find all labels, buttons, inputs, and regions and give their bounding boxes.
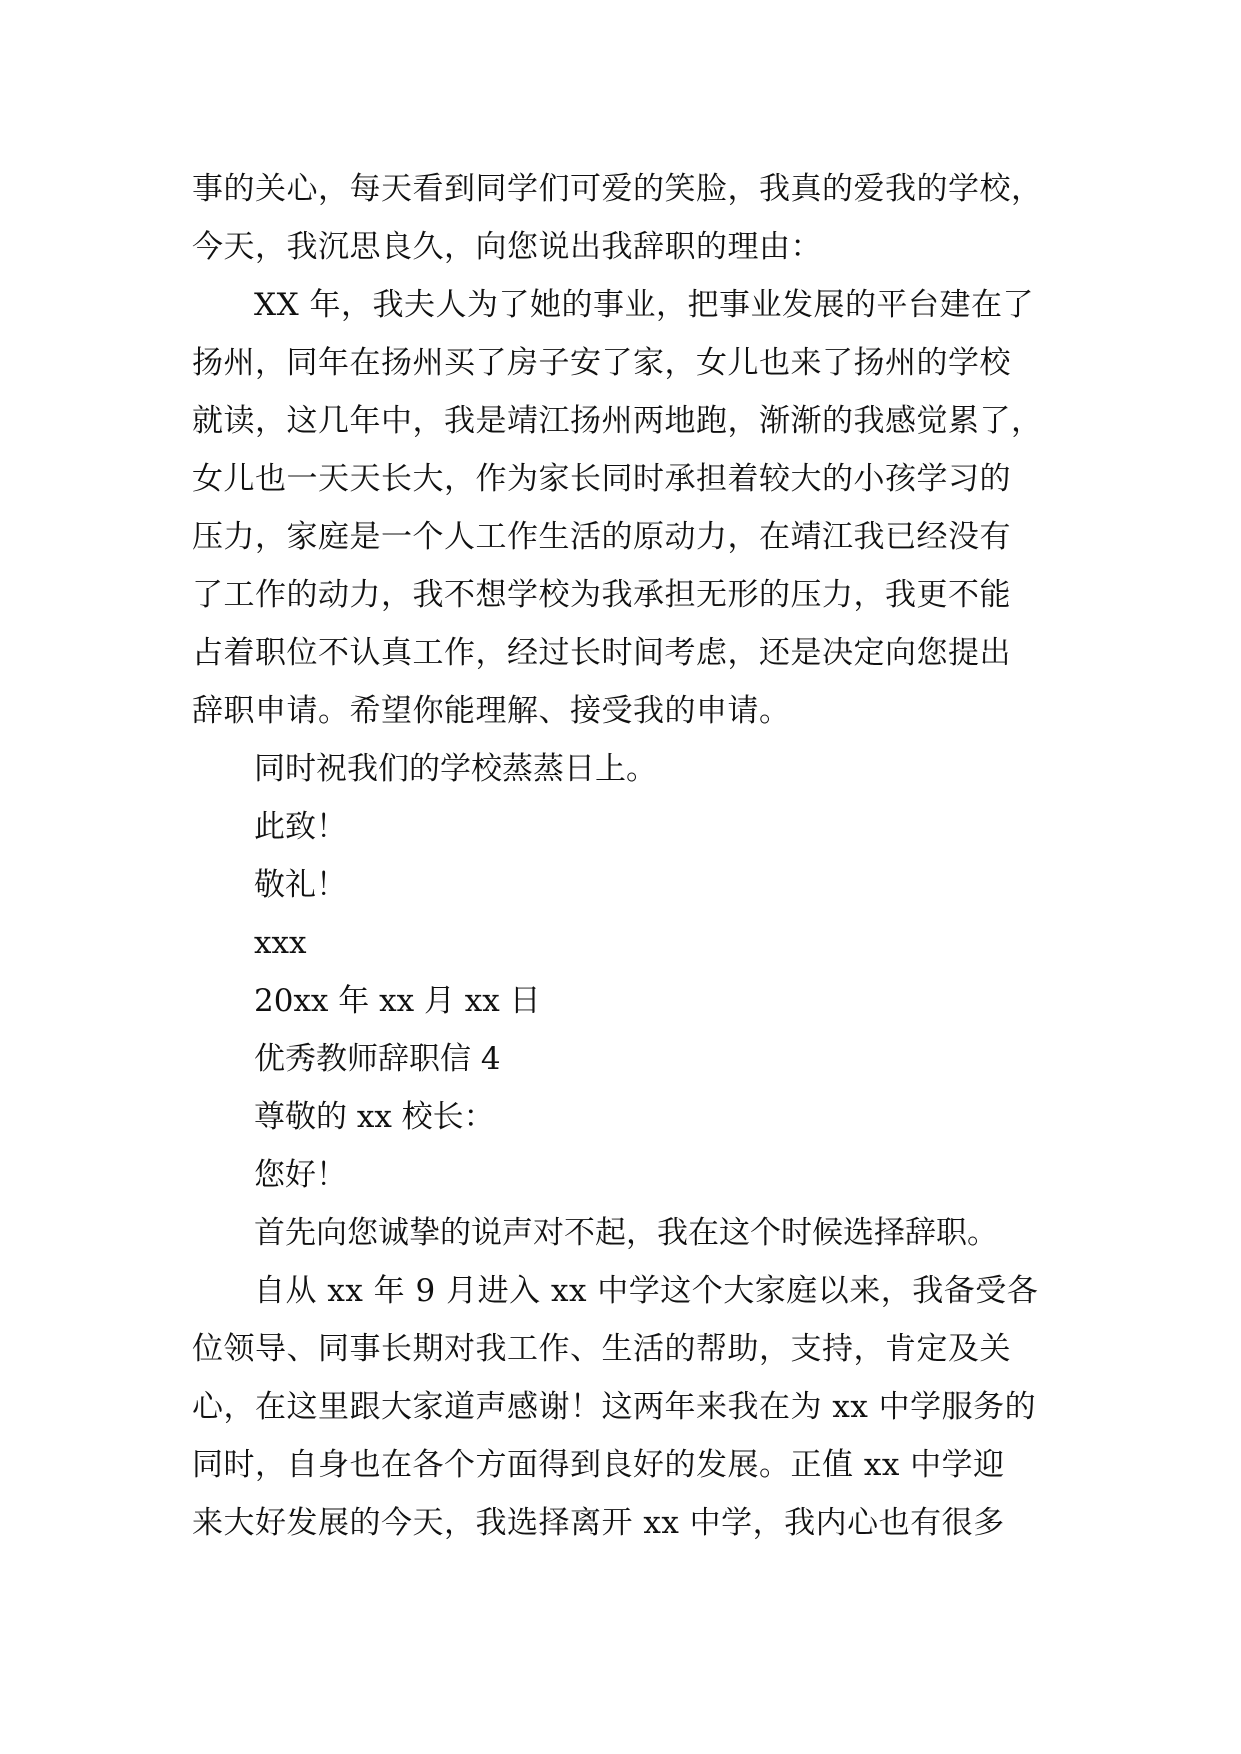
salutation: 尊敬的 xx 校长： (254, 1099, 495, 1135)
text-line: 辞职申请。希望你能理解、接受我的申请。 (192, 693, 791, 729)
opening-line: 首先向您诚挚的说声对不起，我在这个时候选择辞职。 (254, 1215, 998, 1251)
text-line: 心，在这里跟大家道声感谢！这两年来我在为 xx 中学服务的 (192, 1389, 1037, 1425)
text-line: 就读，这几年中，我是靖江扬州两地跑，渐渐的我感觉累了， (192, 403, 1043, 439)
text-line: 自从 xx 年 9 月进入 xx 中学这个大家庭以来，我备受各 (254, 1273, 1039, 1309)
text-line: 事的关心，每天看到同学们可爱的笑脸，我真的爱我的学校， (192, 171, 1043, 207)
text-line: 了工作的动力，我不想学校为我承担无形的压力，我更不能 (192, 577, 1011, 613)
section-title: 优秀教师辞职信 4 (254, 1041, 501, 1077)
date-line: 20xx 年 xx 月 xx 日 (254, 983, 541, 1019)
closing-line: 此致！ (254, 809, 347, 845)
paragraph-reason-intro (192, 160, 1062, 276)
text-line: XX 年，我夫人为了她的事业，把事业发展的平台建在了 (254, 287, 1034, 323)
paragraph-gratitude (192, 1262, 1062, 1552)
text-line: 扬州，同年在扬州买了房子安了家，女儿也来了扬州的学校 (192, 345, 1011, 381)
wish-line: 同时祝我们的学校蒸蒸日上。 (254, 751, 657, 787)
paragraph-reason (192, 276, 1062, 740)
text-line: 占着职位不认真工作，经过长时间考虑，还是决定向您提出 (192, 635, 1011, 671)
signature: xxx (254, 925, 307, 961)
text-line: 同时，自身也在各个方面得到良好的发展。正值 xx 中学迎 (192, 1447, 1005, 1483)
text-line: 女儿也一天天长大，作为家长同时承担着较大的小孩学习的 (192, 461, 1011, 497)
letter-body (192, 160, 1062, 1552)
greeting: 您好！ (254, 1157, 347, 1193)
text-line: 今天，我沉思良久，向您说出我辞职的理由： (192, 229, 822, 265)
text-line: 压力，家庭是一个人工作生活的原动力，在靖江我已经没有 (192, 519, 1011, 555)
text-line: 位领导、同事长期对我工作、生活的帮助，支持，肯定及关 (192, 1331, 1011, 1367)
closing-salute-line: 敬礼！ (254, 867, 347, 903)
text-line: 来大好发展的今天，我选择离开 xx 中学，我内心也有很多 (192, 1505, 1005, 1541)
